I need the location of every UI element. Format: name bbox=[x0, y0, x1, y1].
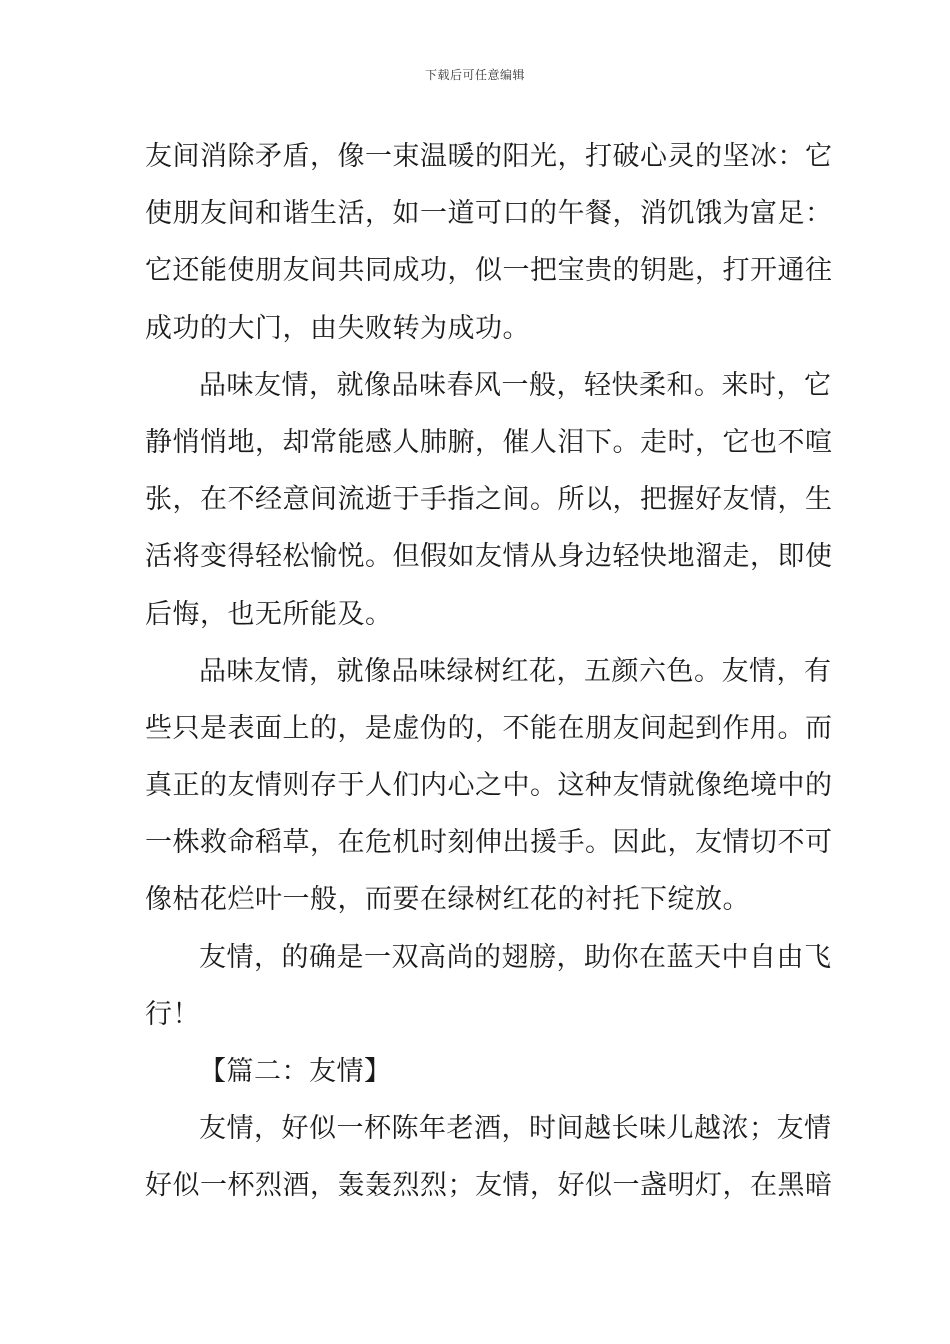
text-line: 后悔，也无所能及。 bbox=[145, 598, 393, 630]
paragraph-first-line: 友情，好似一杯陈年老酒，时间越长味儿越浓；友情 bbox=[199, 1113, 832, 1145]
text-line: 活将变得轻松愉悦。但假如友情从身边轻快地溜走，即使 bbox=[145, 541, 833, 573]
text-line: 真正的友情则存于人们内心之中。这种友情就像绝境中的 bbox=[145, 770, 833, 802]
text-line: 友间消除矛盾，像一束温暖的阳光，打破心灵的坚冰：它 bbox=[145, 141, 833, 172]
paragraph-first-line: 品味友情，就像品味绿树红花，五颜六色。友情，有 bbox=[199, 655, 832, 687]
text-line: 行！ bbox=[145, 998, 200, 1030]
text-line: 静悄悄地，却常能感人肺腑，催人泪下。走时，它也不喧 bbox=[145, 426, 833, 458]
paragraph-first-line: 友情，的确是一双高尚的翅膀，助你在蓝天中自由飞 bbox=[199, 941, 832, 973]
text-line: 一株救命稻草，在危机时刻伸出援手。因此，友情切不可 bbox=[145, 827, 833, 859]
paragraph-first-line: 品味友情，就像品味春风一般，轻快柔和。来时，它 bbox=[199, 369, 832, 401]
text-line: 好似一杯烈酒，轰轰烈烈；友情，好似一盏明灯，在黑暗 bbox=[145, 1170, 833, 1202]
text-line: 成功的大门，由失败转为成功。 bbox=[145, 312, 530, 344]
text-line: 像枯花烂叶一般，而要在绿树红花的衬托下绽放。 bbox=[145, 884, 750, 916]
section-heading: 【篇二：友情】 bbox=[199, 1056, 392, 1087]
text-line: 它还能使朋友间共同成功，似一把宝贵的钥匙，打开通往 bbox=[145, 255, 833, 287]
text-line: 使朋友间和谐生活，如一道可口的午餐，消饥饿为富足： bbox=[145, 198, 833, 230]
page-header: 下载后可任意编辑 bbox=[424, 68, 525, 82]
body-text bbox=[145, 128, 833, 1215]
text-line: 张，在不经意间流逝于手指之间。所以，把握好友情，生 bbox=[145, 484, 833, 516]
text-line: 些只是表面上的，是虚伪的，不能在朋友间起到作用。而 bbox=[145, 712, 833, 744]
